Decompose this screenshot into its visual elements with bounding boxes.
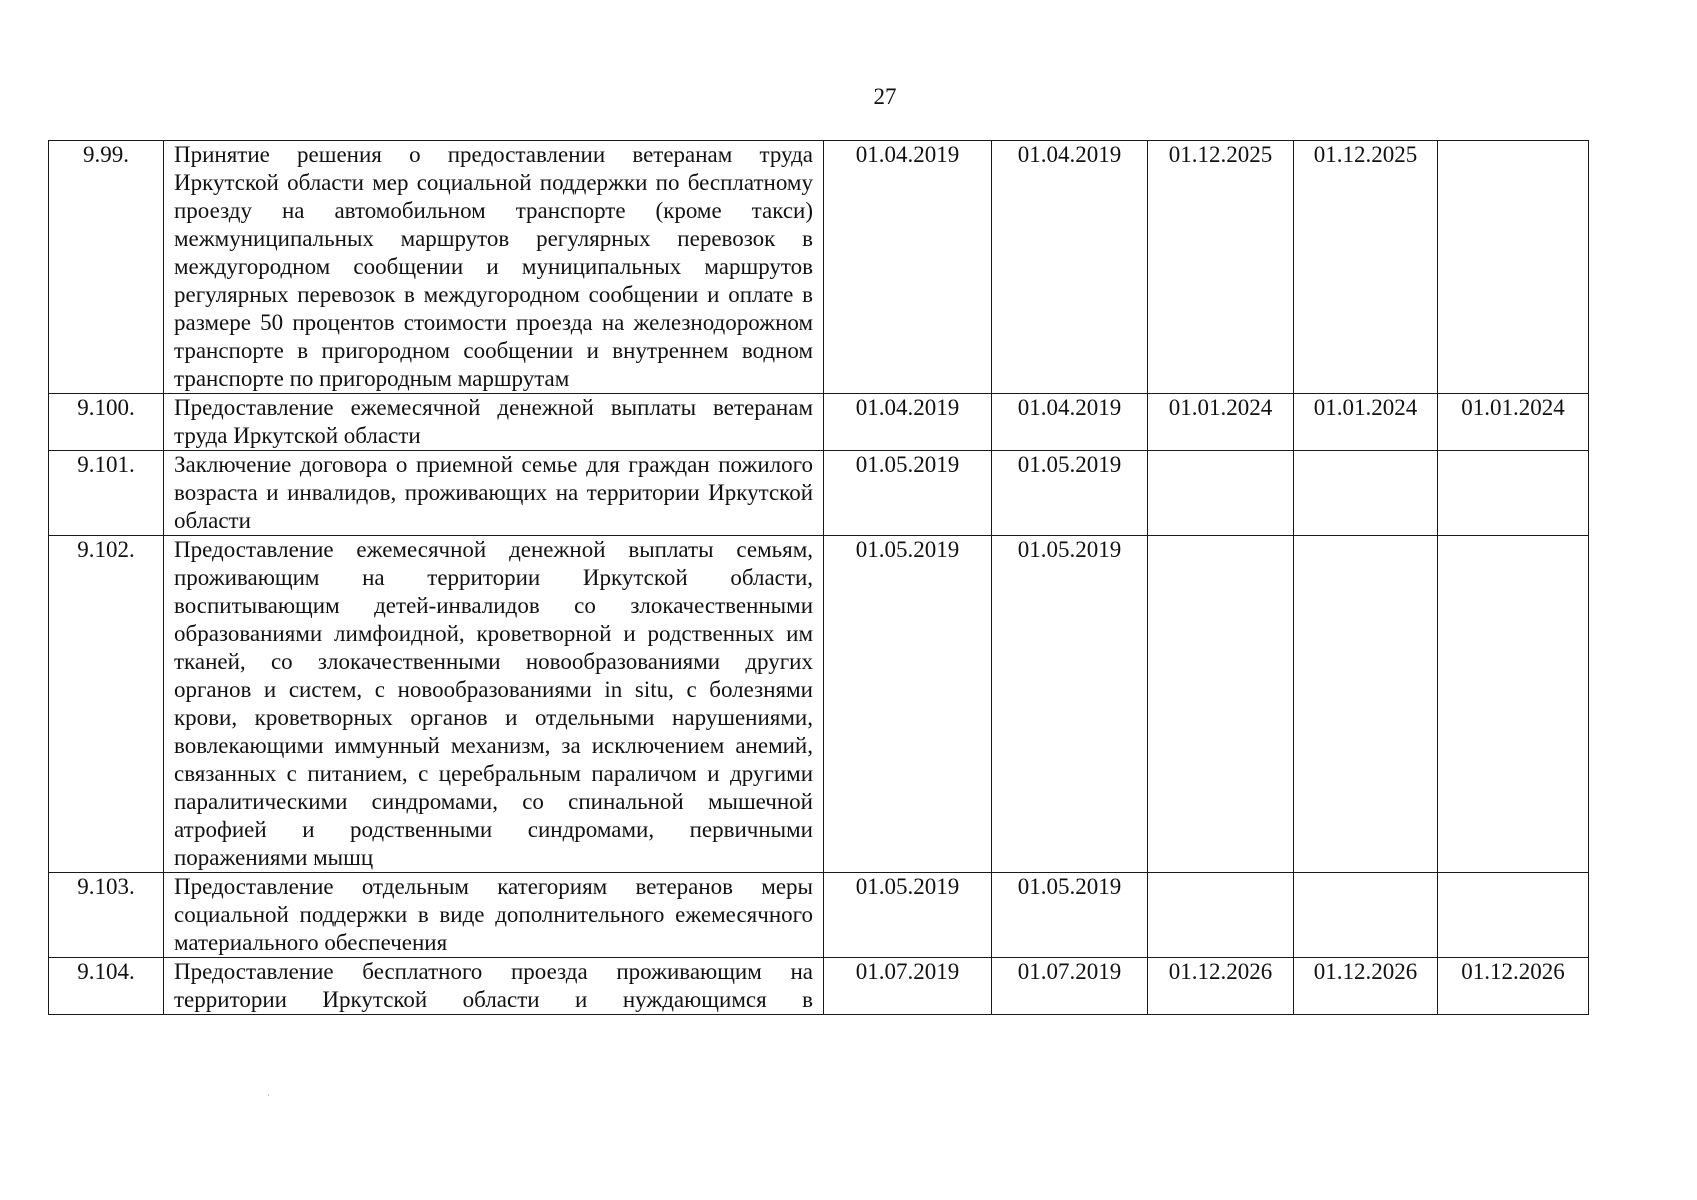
row-description-text: Предоставление бесплатного проезда проживающим на территории Иркутской области и нуждающимся в xyxy=(174,959,813,1012)
row-number: 9.102. xyxy=(49,536,164,873)
scan-speck xyxy=(268,1094,269,1096)
row-date-5 xyxy=(1438,536,1589,873)
row-date-3 xyxy=(1148,873,1294,958)
row-date-1: 01.04.2019 xyxy=(824,394,992,451)
row-description: Предоставление ежемесячной денежной выплаты ветеранам труда Иркутской области xyxy=(164,394,824,451)
row-date-1: 01.04.2019 xyxy=(824,141,992,394)
row-date-1: 01.05.2019 xyxy=(824,536,992,873)
row-date-3: 01.01.2024 xyxy=(1148,394,1294,451)
row-date-4: 01.01.2024 xyxy=(1294,394,1438,451)
row-date-5 xyxy=(1438,451,1589,536)
row-date-2: 01.04.2019 xyxy=(992,394,1148,451)
row-description: Предоставление отдельным категориям ветеранов меры социальной поддержки в виде дополнительного ежемесячного материального обеспечения xyxy=(164,873,824,958)
page-number: 27 xyxy=(873,84,897,109)
row-date-2: 01.05.2019 xyxy=(992,536,1148,873)
table-row xyxy=(49,451,1589,536)
row-date-1: 01.05.2019 xyxy=(824,451,992,536)
row-description: Заключение договора о приемной семье для граждан пожилого возраста и инвалидов, проживающих на территории Иркутской области xyxy=(164,451,824,536)
table-row xyxy=(49,958,1589,1015)
row-date-5 xyxy=(1438,873,1589,958)
row-date-4 xyxy=(1294,536,1438,873)
row-date-1: 01.07.2019 xyxy=(824,958,992,1015)
table-row xyxy=(49,873,1589,958)
row-description xyxy=(164,958,824,1015)
row-number: 9.100. xyxy=(49,394,164,451)
row-date-5: 01.12.2026 xyxy=(1438,958,1589,1015)
row-date-2: 01.07.2019 xyxy=(992,958,1148,1015)
table-row xyxy=(49,394,1589,451)
row-date-4: 01.12.2025 xyxy=(1294,141,1438,394)
table-row xyxy=(49,141,1589,394)
row-number: 9.101. xyxy=(49,451,164,536)
row-date-5: 01.01.2024 xyxy=(1438,394,1589,451)
table-row xyxy=(49,536,1589,873)
row-date-5 xyxy=(1438,141,1589,394)
row-description: Предоставление ежемесячной денежной выплаты семьям, проживающим на территории Иркутской области, воспитывающим детей-инвалидов со злокачественными образованиями лимфоидной, кроветворной и родственных им тканей, со злокачественными новообразованиями других органов и систем, с новообразованиями in situ, с болезнями крови, кроветворных органов и отдельными нарушениями, вовлекающими иммунный механизм, за исключением анемий, связанных с питанием, с церебральным параличом и другими паралитическими синдромами, со спинальной мышечной атрофией и родственными синдромами, первичными поражениями мышц xyxy=(164,536,824,873)
row-date-4 xyxy=(1294,873,1438,958)
row-date-4 xyxy=(1294,451,1438,536)
row-date-3: 01.12.2025 xyxy=(1148,141,1294,394)
row-date-4: 01.12.2026 xyxy=(1294,958,1438,1015)
row-date-3 xyxy=(1148,536,1294,873)
row-number: 9.99. xyxy=(49,141,164,394)
row-date-2: 01.04.2019 xyxy=(992,141,1148,394)
row-number: 9.104. xyxy=(49,958,164,1015)
row-date-1: 01.05.2019 xyxy=(824,873,992,958)
row-date-3: 01.12.2026 xyxy=(1148,958,1294,1015)
row-date-3 xyxy=(1148,451,1294,536)
row-description: Принятие решения о предоставлении ветеранам труда Иркутской области мер социальной поддержки по бесплатному проезду на автомобильном транспорте (кроме такси) межмуниципальных маршрутов регулярных перевозок в междугородном сообщении и муниципальных маршрутов регулярных перевозок в междугородном сообщении и оплате в размере 50 процентов стоимости проезда на железнодорожном транспорте в пригородном сообщении и внутреннем водном транспорте по пригородным маршрутам xyxy=(164,141,824,394)
services-schedule-table xyxy=(48,140,1589,1015)
row-date-2: 01.05.2019 xyxy=(992,451,1148,536)
row-number: 9.103. xyxy=(49,873,164,958)
row-date-2: 01.05.2019 xyxy=(992,873,1148,958)
